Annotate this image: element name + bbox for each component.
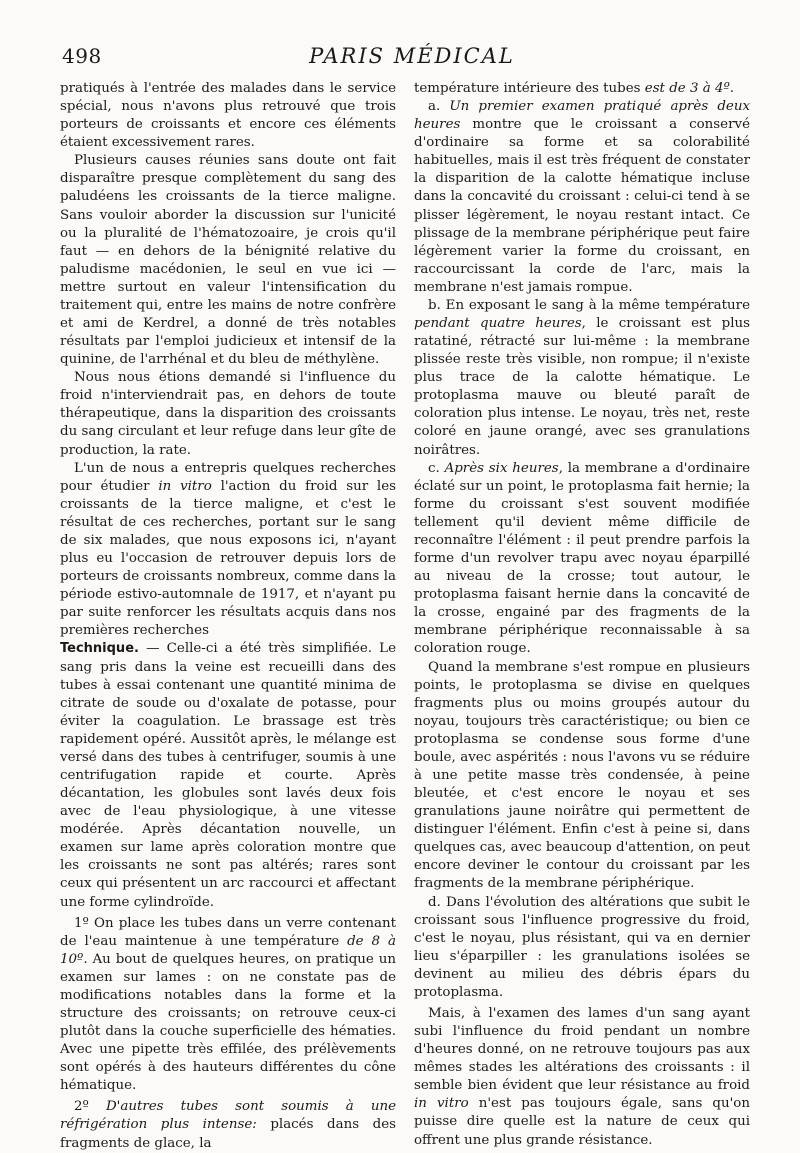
- paragraph: Plusieurs causes réunies sans doute ont fait disparaître presque complètement du sang des paludéens les croissants de la tierce maligne. Sans vouloir aborder la discussion sur l'unicité ou la pluralité de l'hématozoaire, je crois qu'il faut — en dehors de la bénignité relative du paludisme macédonien, le seul en vue ici — mettre surtout en valeur l'intensification du traitement qui, entre les mains de notre confrère et ami de Kerdrel, a donné de très notables résultats par l'emploi judicieux et intensif de la quinine, de l'arrhénal et du bleu de méthylène.: [60, 153, 396, 368]
- paragraph: b. En exposant le sang à la même température pendant quatre heures, le croissant est plus ratatiné, rétracté sur lui-même : la membrane plissée reste très visible, non rompue; il n'existe plus trace de la calotte hématique. Le protoplasma mauve ou bleuté paraît de coloration plus intense. Le noyau, très net, reste coloré en jaune orangé, avec ses granulations noirâtres.: [414, 297, 751, 458]
- paragraph: a. Un premier examen pratiqué après deux heures montre que le croissant a conservé d'ordinaire sa forme et sa colorabilité habituelles, mais il est très fréquent de constater la disparition de la calotte hématique incluse dans la concavité du croissant : celui-ci tend à se plisser légèrement, le noyau restant intact. Ce plissage de la membrane périphérique peut faire légèrement varier la forme du croissant, en raccourcissant la corde de l'arc, mais la membrane n'est jamais rompue.: [414, 99, 750, 295]
- paragraph: 2º D'autres tubes sont soumis à une réfrigération plus intense: placés dans des fragments de glace, la: [60, 1099, 396, 1151]
- page-header: [62, 44, 762, 76]
- paragraph: c. Après six heures, la membrane a d'ordinaire éclaté sur un point, le protoplasma fait hernie; la forme du croissant s'est souvent modifiée tellement qu'il devient même difficile de reconnaître l'élément : il peut prendre parfois la forme d'un revolver trapu avec noyau éparpillé au niveau de la crosse; tout autour, le protoplasma faisant hernie dans la concavité de la crosse, engainé par des fragments de la membrane périphérique reconnaissable à sa coloration rouge.: [414, 460, 750, 657]
- paragraph: Nous nous étions demandé si l'influence du froid n'interviendrait pas, en dehors de toute thérapeutique, dans la disparition des croissants du sang circulant et leur refuge dans leur gîte de production, la rate.: [60, 370, 396, 458]
- paragraph: L'un de nous a entrepris quelques recherches pour étudier in vitro l'action du froid sur les croissants de la tierce maligne, et c'est le résultat de ces recherches, portant sur le sang de six malades, que nous exposons ici, n'ayant plus eu l'occasion de retrouver depuis lors de porteurs de croissants nombreux, comme dans la période estivo-automnale de 1917, et n'ayant pu par suite renforcer les résultats acquis dans nos premières recherches: [60, 460, 397, 639]
- paragraph: pratiqués à l'entrée des malades dans le service spécial, nous n'avons plus retrouvé que trois porteurs de croissants et encore ces éléments étaient excessivement rares.: [60, 81, 396, 151]
- running-title: PARIS MÉDICAL: [309, 44, 515, 68]
- technique-section: Technique. — Celle-ci a été très simplifiée. Le sang pris dans la veine est recueilli dans des tubes à essai contenant une quantité minima de citrate de soude ou d'oxalate de potasse, pour éviter la coagulation. Le brassage est très rapidement opéré. Aussitôt après, le mélange est versé dans des tubes à centrifuger, soumis à une centrifugation rapide et courte. Après décantation, les globules sont lavés deux fois avec de l'eau physiologique, à une vitesse modérée. Après décantation nouvelle, un examen sur lame après coloration montre que les croissants ne sont pas altérés; rares sont ceux qui présentent un arc raccourci et affectant une forme cylindroïde.: [60, 641, 396, 910]
- page-number: 498: [62, 44, 102, 68]
- paragraph: Mais, à l'examen des lames d'un sang ayant subi l'influence du froid pendant un nombre d'heures donné, on ne retrouve toujours pas aux mêmes stades les altérations des croissants : il semble bien évident que leur résistance au froid in vitro n'est pas toujours égale, sans qu'on puisse dire quelle est la nature de ceux qui offrent une plus grande résistance.: [414, 1005, 750, 1148]
- paragraph: 1º On place les tubes dans un verre contenant de l'eau maintenue à une température de 8 à 10º. Au bout de quelques heures, on pratique un examen sur lames : on ne constate pas de modifications notables dans la forme et la structure des croissants; on retrouve ceux-ci plutôt dans la couche superficielle des hématies. Avec une pipette très effilée, des prélèvements sont opérés à des hauteurs différentes du cône hématique.: [60, 915, 397, 1094]
- left-column: [60, 80, 396, 1153]
- section-heading: Technique.: [60, 641, 139, 657]
- paragraph: d. Dans l'évolution des altérations que subit le croissant sous l'influence progressive du froid, c'est le noyau, plus résistant, qui va en dernier lieu s'éparpiller : les granulations isolées se devinent au milieu des débris épars du protoplasma.: [414, 894, 750, 1000]
- paragraph: Quand la membrane s'est rompue en plusieurs points, le protoplasma se divise en quelques fragments plus ou moins groupés autour du noyau, toujours très caractéristique; ou bien ce protoplasma se condense sous forme d'une boule, avec aspérités : nous l'avons vu se réduire à une petite masse très condensée, à peine bleutée, et c'est encore le noyau et ses granulations jaune noirâtre qui permettent de distinguer l'élément. Enfin c'est à peine si, dans quelques cas, avec beaucoup d'attention, on peut encore deviner le contour du croissant par les fragments de la membrane périphérique.: [414, 659, 750, 892]
- paragraph: température intérieure des tubes est de 3 à 4º.: [414, 81, 735, 96]
- right-column: [414, 80, 750, 1150]
